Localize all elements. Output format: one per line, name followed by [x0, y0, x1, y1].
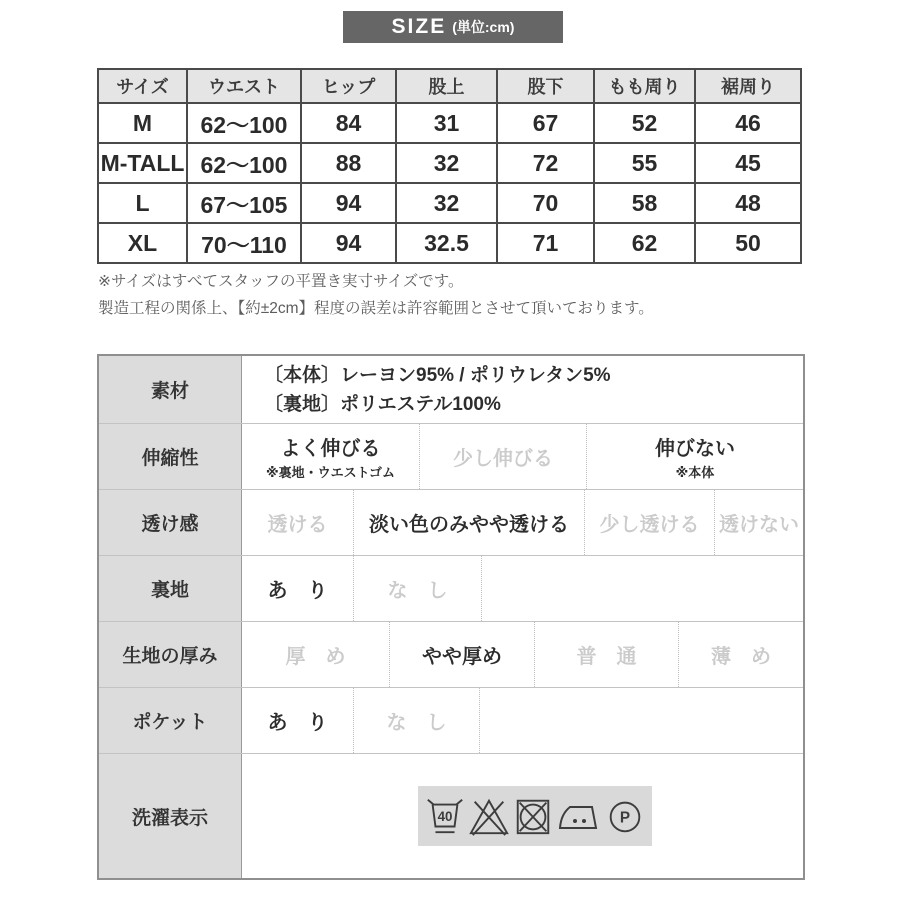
size-cell: XL: [98, 223, 187, 263]
size-cell: M-TALL: [98, 143, 187, 183]
option-label-inactive: 薄 め: [711, 646, 771, 668]
size-table: [97, 68, 802, 264]
option-cell: [242, 556, 354, 621]
machine-wash-40-icon: [424, 792, 466, 840]
option-cell: [354, 688, 480, 753]
svg-text:P: P: [619, 809, 630, 827]
column-header-hip: ヒップ: [301, 69, 396, 103]
rise-cell: 32: [396, 143, 497, 183]
table-row-xl: [98, 223, 801, 263]
material-value: [242, 356, 803, 423]
rise-cell: 32: [396, 183, 497, 223]
waist-cell: 67〜105: [187, 183, 301, 223]
option-label-inactive: 透けない: [719, 514, 799, 536]
laundry-symbols-group: [418, 786, 652, 846]
detail-row-washing: [99, 753, 803, 878]
thigh-cell: 52: [594, 103, 695, 143]
empty-cell: [482, 556, 803, 621]
option-cell: [585, 490, 715, 555]
washing-symbols-cell: [242, 754, 803, 878]
option-cell: [242, 490, 354, 555]
column-header-size: サイズ: [98, 69, 187, 103]
thigh-cell: 62: [594, 223, 695, 263]
option-label-inactive: 少し伸びる: [453, 448, 553, 470]
detail-row-sheerness: [99, 489, 803, 555]
iron-medium-icon: [556, 792, 602, 840]
detail-row-material: [99, 356, 803, 423]
detail-row-pocket: [99, 687, 803, 753]
option-cell: [715, 490, 803, 555]
table-row-m: [98, 103, 801, 143]
option-cell: [354, 490, 585, 555]
page-title: SIZE: [391, 15, 447, 38]
option-label-inactive: 透ける: [267, 514, 328, 536]
option-cell: [535, 622, 679, 687]
option-label-active: よく伸びる: [280, 438, 381, 460]
option-label-inactive: 厚 め: [285, 646, 346, 668]
inseam-cell: 67: [497, 103, 594, 143]
rise-cell: 31: [396, 103, 497, 143]
option-cell: [242, 424, 420, 489]
hip-cell: 84: [301, 103, 396, 143]
option-label-active: やや厚め: [422, 646, 502, 668]
table-row-m-tall: [98, 143, 801, 183]
size-cell: L: [98, 183, 187, 223]
option-note: ※本体: [675, 465, 715, 480]
dry-clean-p-icon: [604, 792, 646, 840]
detail-row-thickness: [99, 621, 803, 687]
waist-cell: 62〜100: [187, 143, 301, 183]
do-not-tumble-dry-icon: [512, 792, 554, 840]
material-line-body: 〔本体〕レーヨン95% / ポリウレタン5%: [264, 364, 611, 386]
option-cell: [679, 622, 803, 687]
lining-label: 裏地: [99, 556, 242, 621]
waist-cell: 70〜110: [187, 223, 301, 263]
option-cell: [354, 556, 482, 621]
stretch-label: 伸縮性: [99, 424, 242, 489]
inseam-cell: 70: [497, 183, 594, 223]
option-label-active: 伸びない: [655, 438, 735, 460]
column-header-inseam: 股下: [497, 69, 594, 103]
option-cell: [242, 622, 390, 687]
hip-cell: 94: [301, 183, 396, 223]
option-label-inactive: 少し透ける: [599, 514, 700, 536]
hem-cell: 46: [695, 103, 801, 143]
option-label-active: あ り: [267, 580, 328, 602]
column-header-rise: 股上: [396, 69, 497, 103]
pocket-label: ポケット: [99, 688, 242, 753]
size-table-header-row: [98, 69, 801, 103]
column-header-waist: ウエスト: [187, 69, 301, 103]
inseam-cell: 72: [497, 143, 594, 183]
material-line-lining: 〔裏地〕ポリエステル100%: [264, 393, 501, 415]
empty-cell: [480, 688, 803, 753]
note-line: ※サイズはすべてスタッフの平置き実寸サイズです。: [98, 273, 464, 290]
svg-text:40: 40: [437, 808, 452, 824]
option-note: ※裏地・ウエストゴム: [265, 465, 396, 480]
hip-cell: 88: [301, 143, 396, 183]
thigh-cell: 55: [594, 143, 695, 183]
column-header-hem: 裾周り: [695, 69, 801, 103]
size-cell: M: [98, 103, 187, 143]
note-line: 製造工程の関係上、【約±2cm】程度の誤差は許容範囲とさせて頂いております。: [98, 300, 654, 317]
option-label-inactive: 普 通: [576, 646, 637, 668]
unit-label: (単位:cm): [452, 19, 515, 35]
option-cell: [390, 622, 535, 687]
sheerness-label: 透け感: [99, 490, 242, 555]
column-header-thigh: もも周り: [594, 69, 695, 103]
option-label-inactive: な し: [386, 712, 447, 734]
detail-row-stretch: [99, 423, 803, 489]
hem-cell: 50: [695, 223, 801, 263]
thickness-label: 生地の厚み: [99, 622, 242, 687]
hem-cell: 45: [695, 143, 801, 183]
size-notes: [98, 268, 654, 322]
option-label-active: あ り: [267, 712, 328, 734]
washing-label: 洗濯表示: [99, 754, 242, 878]
rise-cell: 32.5: [396, 223, 497, 263]
option-cell: [420, 424, 587, 489]
detail-row-lining: [99, 555, 803, 621]
size-header-bar: [343, 11, 563, 43]
table-row-l: [98, 183, 801, 223]
waist-cell: 62〜100: [187, 103, 301, 143]
option-cell: [242, 688, 354, 753]
thigh-cell: 58: [594, 183, 695, 223]
inseam-cell: 71: [497, 223, 594, 263]
option-cell: [587, 424, 803, 489]
option-label-inactive: な し: [387, 580, 448, 602]
hip-cell: 94: [301, 223, 396, 263]
option-label-active: 淡い色のみやや透ける: [369, 514, 569, 536]
product-details-table: [97, 354, 805, 880]
hem-cell: 48: [695, 183, 801, 223]
material-label: 素材: [99, 356, 242, 423]
do-not-bleach-icon: [468, 792, 510, 840]
